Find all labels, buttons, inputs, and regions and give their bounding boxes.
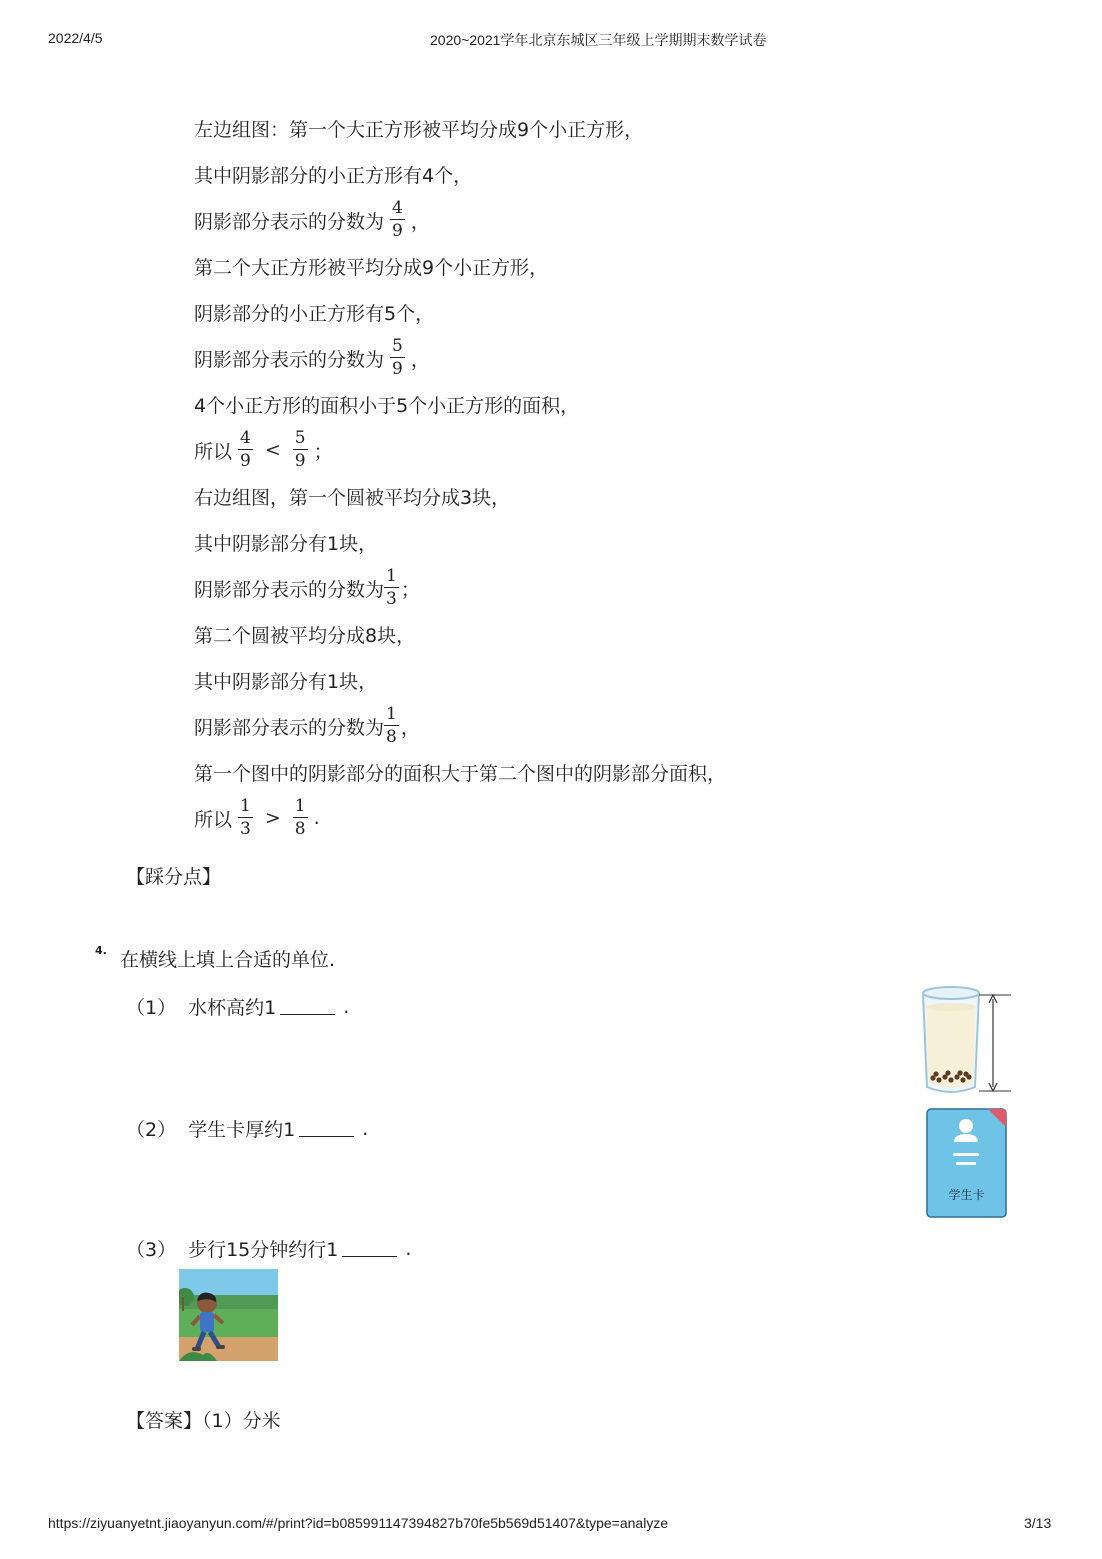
sub-question-text: 学生卡厚约1 xyxy=(188,1119,296,1141)
analysis-line xyxy=(194,703,420,749)
comparison-operator: < xyxy=(264,439,281,461)
analysis-line: 右边组图，第一个圆被平均分成3块， xyxy=(194,486,511,509)
line-end: ， xyxy=(410,348,430,371)
numerator: 1 xyxy=(386,704,397,724)
answer-blank[interactable] xyxy=(299,1120,354,1137)
numerator: 4 xyxy=(392,198,403,218)
sub-question-index: （2） xyxy=(126,1119,177,1141)
analysis-line: 阴影部分的小正方形有5个， xyxy=(194,302,435,325)
denominator: 9 xyxy=(392,359,403,379)
document-title: 2020~2021学年北京东城区三年级上学期期末数学试卷 xyxy=(430,32,767,48)
fraction xyxy=(384,706,399,746)
analysis-line xyxy=(194,197,430,243)
fraction xyxy=(238,798,253,838)
analysis-line: 其中阴影部分有1块， xyxy=(194,670,378,693)
sub-question-index: （3） xyxy=(126,1239,177,1261)
print-date: 2022/4/5 xyxy=(48,30,103,46)
line-text: 阴影部分表示的分数为 xyxy=(194,578,385,601)
student-card-image xyxy=(926,1108,1007,1218)
denominator: 9 xyxy=(392,221,403,241)
numerator: 4 xyxy=(240,428,251,448)
numerator: 1 xyxy=(386,566,397,586)
sub-question-index: （1） xyxy=(126,997,177,1019)
line-text: 阴影部分表示的分数为 xyxy=(194,348,385,371)
sub-question-1 xyxy=(126,993,349,1020)
fraction xyxy=(384,568,399,608)
fraction xyxy=(293,798,308,838)
analysis-line: 其中阴影部分有1块， xyxy=(194,532,378,555)
analysis-line: 左边组图：第一个大正方形被平均分成9个小正方形， xyxy=(194,118,644,141)
denominator: 3 xyxy=(386,589,397,609)
analysis-line xyxy=(194,565,420,611)
sub-question-3 xyxy=(126,1235,411,1262)
line-text: 所以 xyxy=(194,440,233,463)
card-label: 学生卡 xyxy=(948,1188,985,1202)
question-number: 4. xyxy=(95,944,107,957)
analysis-line: 第二个圆被平均分成8块， xyxy=(194,624,416,647)
denominator: 8 xyxy=(294,819,306,839)
line-text: 阴影部分表示的分数为 xyxy=(194,716,385,739)
page-url: https://ziyuanyetnt.jiaoyanyun.com/#/print?id=b085991147394827b70fe5b569d51407&type=analyze xyxy=(48,1515,669,1531)
analysis-line: 4个小正方形的面积小于5个小正方形的面积， xyxy=(194,394,580,417)
analysis-line xyxy=(194,335,430,381)
sub-question-end: . xyxy=(405,1237,412,1260)
fraction xyxy=(293,430,308,470)
fraction xyxy=(390,200,405,240)
answer-blank[interactable] xyxy=(342,1240,397,1257)
denominator: 8 xyxy=(386,727,397,747)
answer-text: （1）分米 xyxy=(202,1410,281,1432)
line-end: . xyxy=(313,807,320,829)
sub-question-text: 水杯高约1 xyxy=(188,997,277,1019)
line-text: 所以 xyxy=(194,808,233,831)
numerator: 1 xyxy=(240,796,251,816)
line-end: ， xyxy=(410,210,430,233)
analysis-line: 其中阴影部分的小正方形有4个， xyxy=(194,164,473,187)
sub-question-end: . xyxy=(362,1117,369,1140)
analysis-line xyxy=(194,795,320,841)
line-end: ； xyxy=(400,578,420,601)
sub-question-text: 步行15分钟约行1 xyxy=(188,1239,339,1261)
water-cup-image xyxy=(915,985,1015,1100)
analysis-line: 第一个图中的阴影部分的面积大于第二个图中的阴影部分面积， xyxy=(194,762,727,785)
page-number: 3/13 xyxy=(1024,1515,1052,1531)
scoring-points-label: 【踩分点】 xyxy=(126,866,222,888)
fraction xyxy=(238,430,253,470)
line-end: ； xyxy=(313,440,333,463)
question-title: 在横线上填上合适的单位. xyxy=(120,949,336,971)
denominator: 9 xyxy=(294,451,306,471)
sub-question-end: . xyxy=(343,995,350,1018)
line-text: 阴影部分表示的分数为 xyxy=(194,210,385,233)
line-end: ， xyxy=(400,716,420,739)
sub-question-2 xyxy=(126,1115,368,1142)
answer-label: 【答案】 xyxy=(126,1410,203,1432)
answer xyxy=(126,1406,281,1433)
numerator: 1 xyxy=(294,796,306,816)
answer-blank[interactable] xyxy=(280,998,335,1015)
numerator: 5 xyxy=(392,336,403,356)
comparison-operator: > xyxy=(264,807,281,829)
analysis-line xyxy=(194,427,333,473)
walking-boy-image xyxy=(179,1269,278,1361)
denominator: 9 xyxy=(240,451,251,471)
fraction xyxy=(390,338,405,378)
analysis-line: 第二个大正方形被平均分成9个小正方形， xyxy=(194,256,549,279)
denominator: 3 xyxy=(240,819,251,839)
numerator: 5 xyxy=(294,428,306,448)
